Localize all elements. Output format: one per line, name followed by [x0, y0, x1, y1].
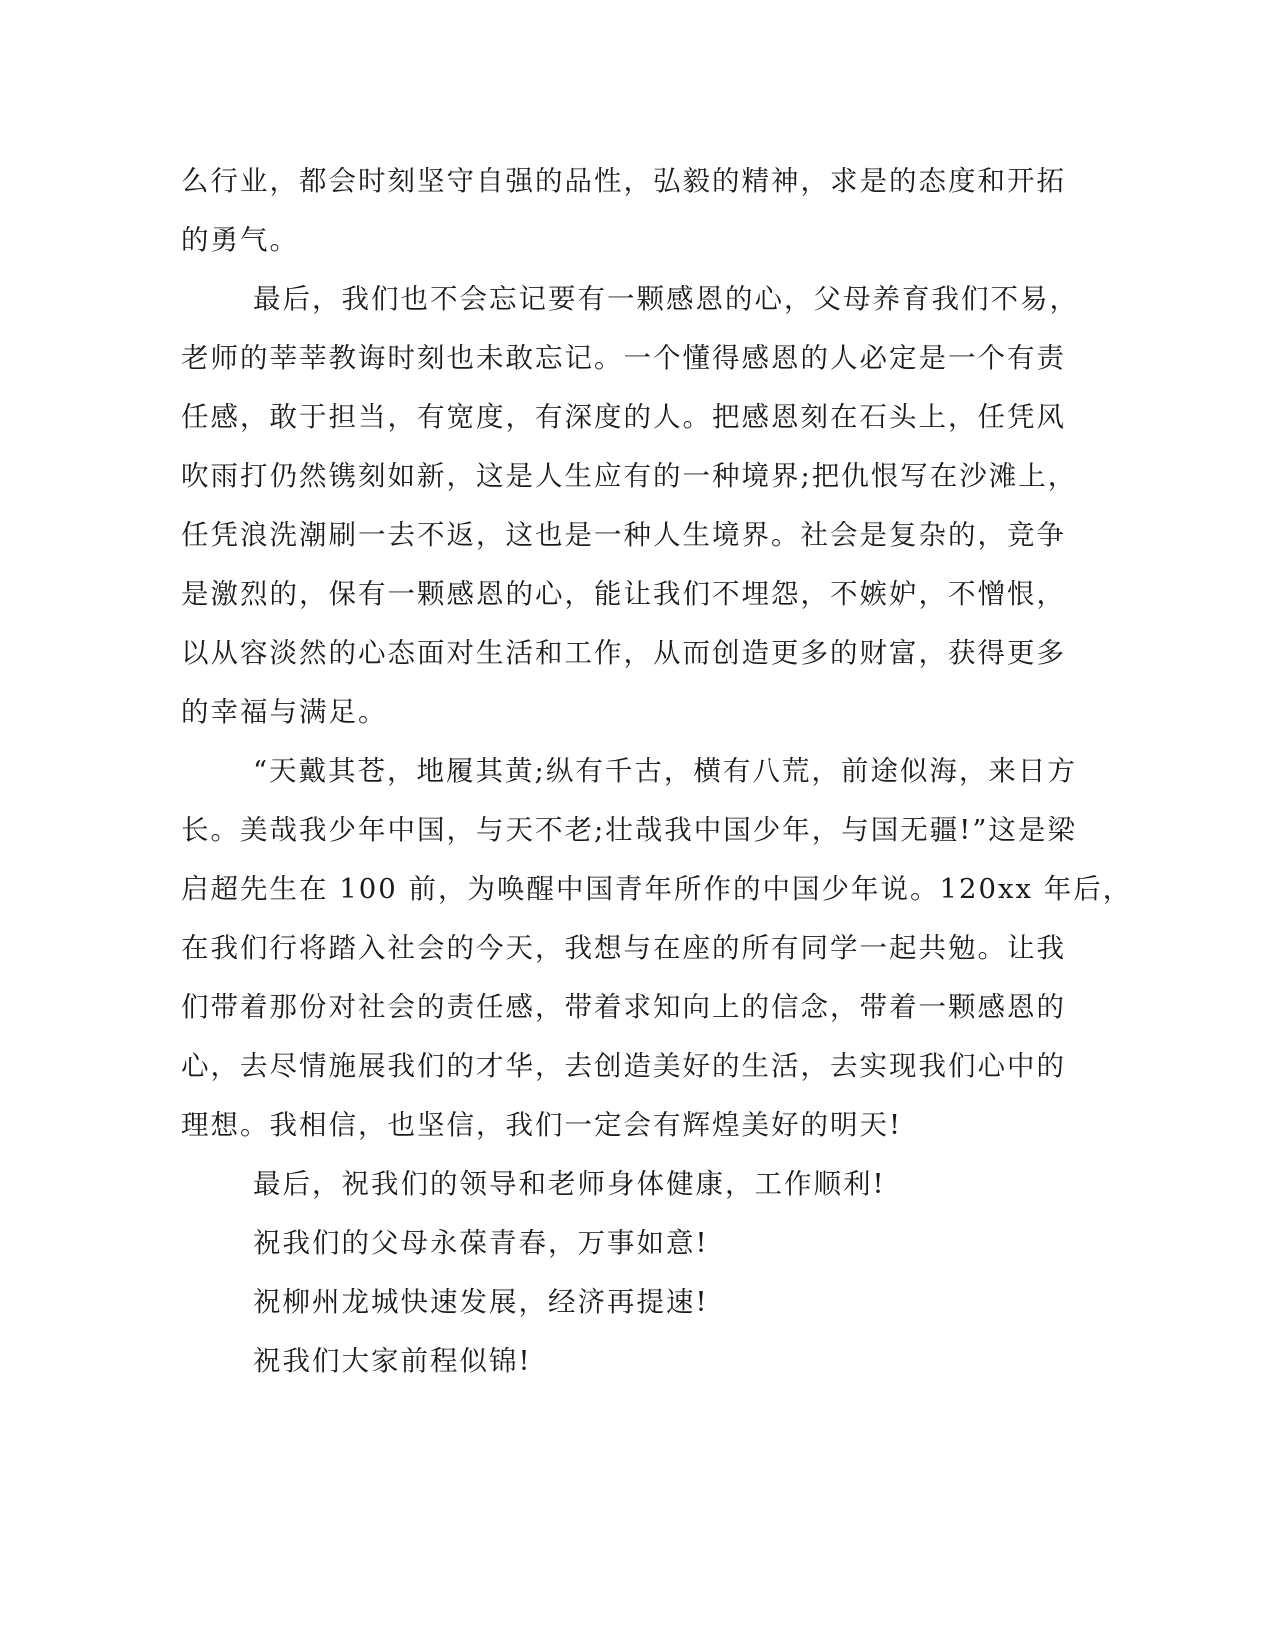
- text-line: 任感，敢于担当，有宽度，有深度的人。把感恩刻在石头上，任凭风: [181, 401, 1066, 433]
- text-line: 祝我们的父母永葆青春，万事如意!: [253, 1227, 709, 1259]
- paragraph-wish-city: [181, 1273, 1011, 1332]
- text-line: 长。美哉我少年中国，与天不老;壮哉我中国少年，与国无疆!”这是梁: [181, 814, 1077, 846]
- paragraph-wish-everyone: [181, 1332, 1011, 1391]
- paragraph-closing-continuation: [181, 152, 1066, 270]
- text-line: 们带着那份对社会的责任感，带着求知向上的信念，带着一颗感恩的: [181, 991, 1066, 1023]
- text-line: 的勇气。: [181, 224, 299, 256]
- text-line: 的幸福与满足。: [181, 696, 388, 728]
- text-line: 最后，祝我们的领导和老师身体健康，工作顺利!: [253, 1168, 886, 1200]
- text-line: 是激烈的，保有一颗感恩的心，能让我们不埋怨，不嫉妒，不憎恨，: [181, 578, 1066, 610]
- text-line: “天戴其苍，地履其黄;纵有千古，横有八荒，前途似海，来日方: [253, 755, 1077, 787]
- text-line: 祝柳州龙城快速发展，经济再提速!: [253, 1286, 709, 1318]
- text-line: 以从容淡然的心态面对生活和工作，从而创造更多的财富，获得更多: [181, 637, 1066, 669]
- text-line: 心，去尽情施展我们的才华，去创造美好的生活，去实现我们心中的: [181, 1050, 1066, 1082]
- paragraph-wish-leaders: [181, 1155, 1011, 1214]
- text-line: 启超先生在 100 前，为唤醒中国青年所作的中国少年说。120xx 年后，: [181, 873, 1133, 905]
- text-line: 祝我们大家前程似锦!: [253, 1345, 532, 1377]
- text-line: 老师的莘莘教诲时刻也未敢忘记。一个懂得感恩的人必定是一个有责: [181, 342, 1066, 374]
- text-line: 任凭浪洗潮刷一去不返，这也是一种人生境界。社会是复杂的，竞争: [181, 519, 1066, 551]
- paragraph-quotation: [181, 742, 1133, 1155]
- paragraph-wish-parents: [181, 1214, 1011, 1273]
- text-line: 么行业，都会时刻坚守自强的品性，弘毅的精神，求是的态度和开拓: [181, 165, 1066, 197]
- text-line: 最后，我们也不会忘记要有一颗感恩的心，父母养育我们不易，: [253, 283, 1079, 315]
- text-line: 在我们行将踏入社会的今天，我想与在座的所有同学一起共勉。让我: [181, 932, 1066, 964]
- document-body: [181, 152, 1133, 1391]
- text-line: 理想。我相信，也坚信，我们一定会有辉煌美好的明天!: [181, 1109, 903, 1141]
- paragraph-gratitude: [181, 270, 1079, 742]
- text-line: 吹雨打仍然镌刻如新，这是人生应有的一种境界;把仇恨写在沙滩上，: [181, 460, 1078, 492]
